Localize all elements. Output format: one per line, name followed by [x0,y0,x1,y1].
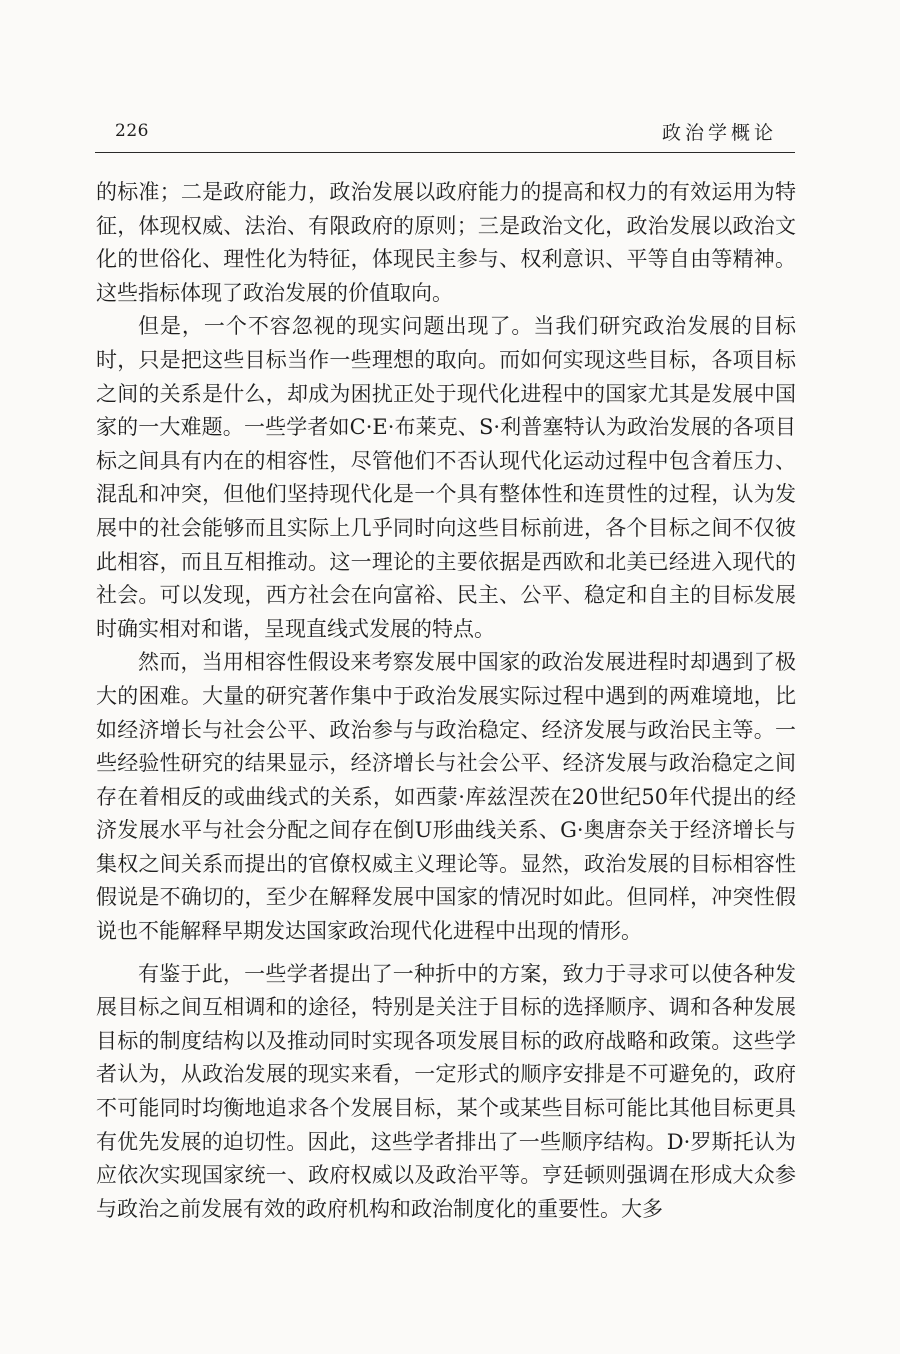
paragraph-continued: 的标准；二是政府能力，政治发展以政府能力的提高和权力的有效运用为特征，体现权威、法治、有限政府的原则；三是政治文化，政治发展以政治文化的世俗化、理性化为特征，体现民主参与、权利意识、平等自由等精神。这些指标体现了政治发展的价值取向。 [96,180,796,305]
paragraph: 然而，当用相容性假设来考察发展中国家的政治发展进程时却遇到了极大的困难。大量的研究著作集中于政治发展实际过程中遇到的两难境地，比如经济增长与社会公平、政治参与与政治稳定、经济发展与政治民主等。一些经验性研究的结果显示，经济增长与社会公平、经济发展与政治稳定之间存在着相反的或曲线式的关系，如西蒙·库兹涅茨在20世纪50年代提出的经济发展水平与社会分配之间存在倒U形曲线关系、G·奥唐奈关于经济增长与集权之间关系而提出的官僚权威主义理论等。显然，政治发展的目标相容性假说是不确切的，至少在解释发展中国家的情况时如此。但同样，冲突性假说也不能解释早期发达国家政治现代化进程中出现的情形。 [96,650,796,944]
header-rule [95,152,795,153]
body-text [96,176,796,1226]
running-title: 政治学概论 [661,122,777,144]
page-header [95,118,795,154]
page-number: 226 [115,121,149,141]
paragraph: 有鉴于此，一些学者提出了一种折中的方案，致力于寻求可以使各种发展目标之间互相调和的途径，特别是关注于目标的选择顺序、调和各种发展目标的制度结构以及推动同时实现各项发展目标的政府战略和政策。这些学者认为，从政治发展的现实来看，一定形式的顺序安排是不可避免的，政府不可能同时均衡地追求各个发展目标，某个或某些目标可能比其他目标更具有优先发展的迫切性。因此，这些学者排出了一些顺序结构。D·罗斯托认为应依次实现国家统一、政府权威以及政治平等。亨廷顿则强调在形成大众参与政治之前发展有效的政府机构和政治制度化的重要性。大多 [96,961,796,1221]
paragraph: 但是，一个不容忽视的现实问题出现了。当我们研究政治发展的目标时，只是把这些目标当作一些理想的取向。而如何实现这些目标，各项目标之间的关系是什么，却成为困扰正处于现代化进程中的国家尤其是发展中国家的一大难题。一些学者如C·E·布莱克、S·利普塞特认为政治发展的各项目标之间具有内在的相容性，尽管他们不否认现代化运动过程中包含着压力、混乱和冲突，但他们坚持现代化是一个具有整体性和连贯性的过程，认为发展中的社会能够而且实际上几乎同时向这些目标前进，各个目标之间不仅彼此相容，而且互相推动。这一理论的主要依据是西欧和北美已经进入现代的社会。可以发现，西方社会在向富裕、民主、公平、稳定和自主的目标发展时确实相对和谐，呈现直线式发展的特点。 [96,314,796,641]
